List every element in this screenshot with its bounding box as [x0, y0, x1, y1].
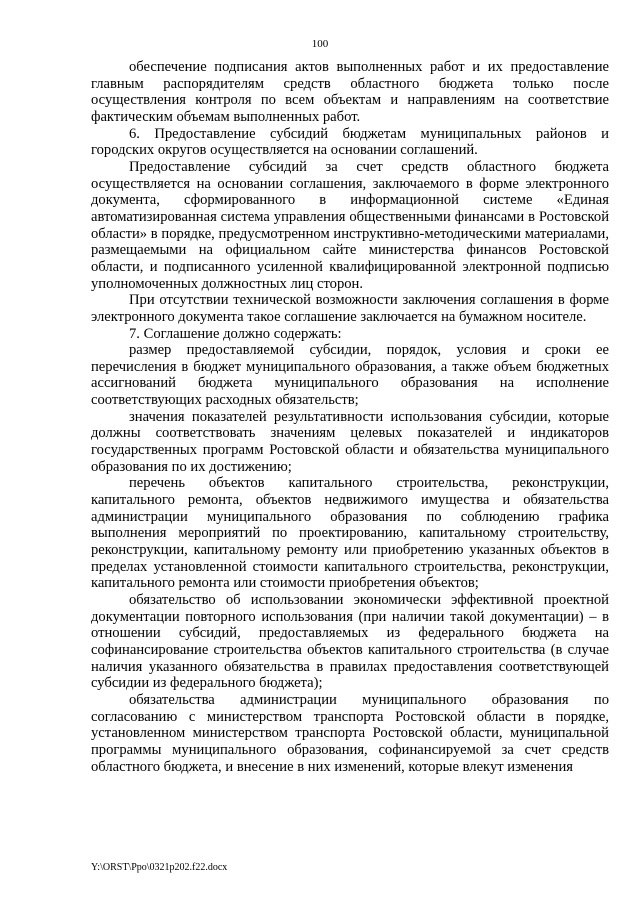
- document-body: [91, 59, 609, 775]
- paragraph: размер предоставляемой субсидии, порядок, условия и сроки ее перечисления в бюджет муниципального образования, а также объем бюджетных ассигнований бюджета муниципального образования на исполнение соответствующих расходных обязательств;: [91, 342, 609, 409]
- paragraph: значения показателей результативности использования субсидии, которые должны соответствовать значениям целевых показателей и индикаторов государственных программ Ростовской области и обязательства муниципального образования по их достижению;: [91, 408, 609, 475]
- paragraph: перечень объектов капитального строительства, реконструкции, капитального ремонта, объектов недвижимого имущества и обязательства администрации муниципального образования по соблюдению графика выполнения мероприятий по проектированию, капитальному строительству, реконструкции, капитальному ремонту или приобретению указанных объектов в пределах установленной стоимости капитального строительства, реконструкции, капитального ремонта или стоимости приобретения объектов;: [91, 475, 609, 592]
- paragraph: 6. Предоставление субсидий бюджетам муниципальных районов и городских округов осуществляется на основании соглашений.: [91, 125, 609, 159]
- paragraph: обязательство об использовании экономически эффективной проектной документации повторного использования (при наличии такой документации) – в отношении субсидий, предоставляемых из федерального бюджета на софинансирование строительства объектов капитального строительства (в случае наличия указанного обязательства в правилах предоставления соответствующей субсидии из федерального бюджета);: [91, 592, 609, 692]
- file-path-footer: Y:\ORST\Ppo\0321p202.f22.docx: [91, 862, 228, 873]
- paragraph: обязательства администрации муниципального образования по согласованию с министерством транспорта Ростовской области в порядке, установленном министерством транспорта Ростовской области, муниципальной программы муниципального образования, софинансируемой за счет средств областного бюджета, и внесение в них изменений, которые влекут изменения: [91, 691, 609, 775]
- paragraph: обеспечение подписания актов выполненных работ и их предоставление главным распорядителям средств областного бюджета только после осуществления контроля по всем объектам и направлениям на соответствие фактическим объемам выполненных работ.: [91, 59, 609, 125]
- paragraph: 7. Соглашение должно содержать:: [129, 325, 342, 342]
- page-number: 100: [311, 38, 329, 50]
- paragraph: Предоставление субсидий за счет средств областного бюджета осуществляется на основании соглашения, заключаемого в форме электронного документа, сформированного в информационной системе «Единая автоматизированная система управления общественными финансами в Ростовской области» в порядке, предусмотренном инструктивно-методическими материалами, размещаемыми на официальном сайте министерства финансов Ростовской области, и подписанного усиленной квалифицированной электронной подписью уполномоченных должностных лиц сторон.: [91, 158, 609, 292]
- paragraph: При отсутствии технической возможности заключения соглашения в форме электронного документа такое соглашение заключается на бумажном носителе.: [91, 292, 609, 325]
